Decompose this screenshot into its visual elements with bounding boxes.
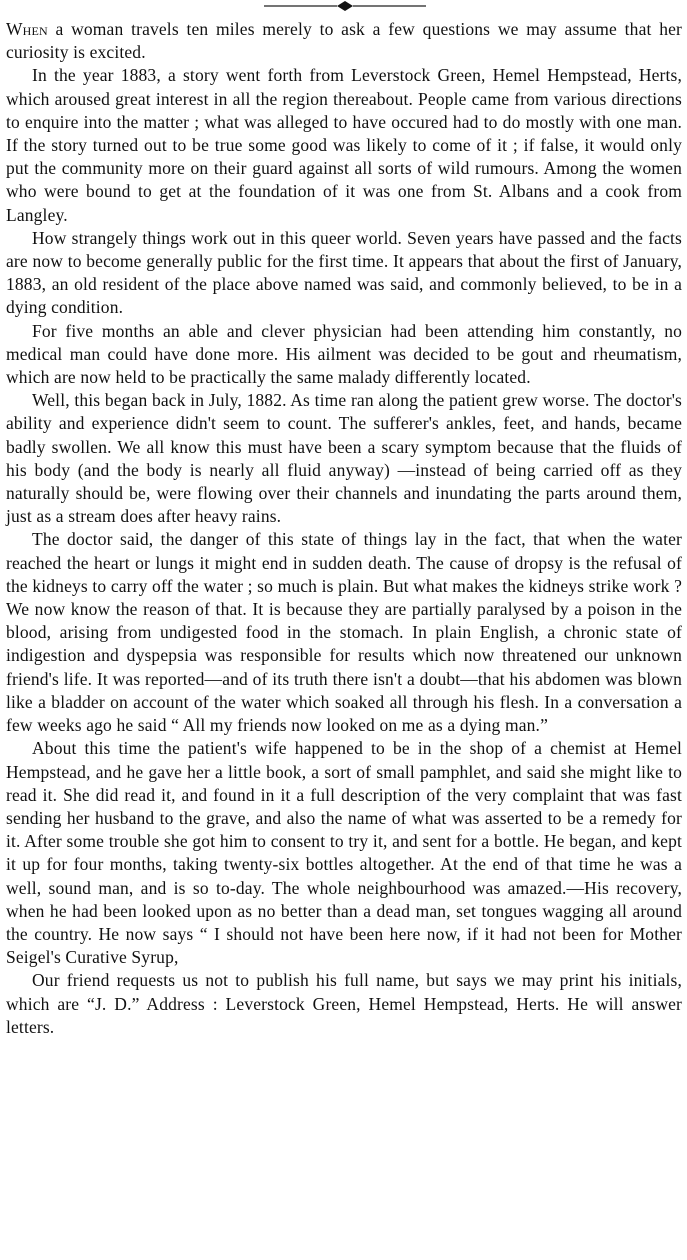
- article-paragraph: How strangely things work out in this queer world. Seven years have passed and the facts are now to become generally public for the first time. It appears that about the first of January, 1883, an old resident of the place above named was said, and commonly believed, to be in a dying condition.: [6, 227, 682, 318]
- article-paragraph: Well, this began back in July, 1882. As time ran along the patient grew worse. The doctor's ability and experience didn't seem to count. The sufferer's ankles, feet, and hands, became badly swollen. We all know this must have been a scary symptom because that the fluids of his body (and the body is nearly all fluid anyway) —instead of being carried off as they naturally should be, were flowing over their channels and inundating the parts around them, just as a stream does after heavy rains.: [6, 390, 682, 527]
- article-paragraph: The doctor said, the danger of this state of things lay in the fact, that when the water reached the heart or lungs it might end in sudden death. The cause of dropsy is the refusal of the kidneys to carry off the water ; so much is plain. But what makes the kidneys strike work ? We now know the reason of that. It is because they are partially paralysed by a poison in the blood, arising from undigested food in the stomach. In plain English, a chronic state of indigestion and dyspepsia was responsible for results which now threatened our unknown friend's life. It was reported—and of its truth there isn't a doubt—that his abdomen was blown like a bladder on account of the water which soaked all through his flesh. In a conversation a few weeks ago he said “ All my friends now looked on me as a dying man.”: [6, 529, 682, 736]
- article-paragraph: About this time the patient's wife happened to be in the shop of a chemist at Hemel Hempstead, and he gave her a little book, a sort of small pamphlet, and said she might like to read it. She did read it, and found in it a full description of the very complaint that was fast sending her husband to the grave, and also the name of what was asserted to be a remedy for it. After some trouble she got him to consent to try it, and sent for a bottle. He began, and kept it up for four months, taking twenty-six bottles altogether. At the end of that time he was a well, sound man, and is so to-day. The whole neighbourhood was amazed.—His recovery, when he had been looked upon as no better than a dead man, set tongues wagging all around the country. He now says “ I should not have been here now, if it had not been for Mother Seigel's Curative Syrup,: [6, 738, 682, 968]
- article-paragraph: For five months an able and clever physician had been attending him constantly, no medical man could have done more. His ailment was decided to be gout and rheumatism, which are now held to be practically the same malady differently located.: [6, 320, 682, 388]
- column-divider-ornament: [6, 0, 682, 16]
- newspaper-column: [6, 0, 682, 1260]
- article-paragraph: [6, 18, 682, 64]
- article-paragraph: In the year 1883, a story went forth from Leverstock Green, Hemel Hempstead, Herts, which aroused great interest in all the region thereabout. People came from various directions to enquire into the matter ; what was alleged to have occured had to do mostly with one man. If the story turned out to be true some good was likely to come of it ; if false, it would only put the community more on their guard against all sorts of wild rumours. Among the women who were bound to get at the foundation of it was one from St. Albans and a cook from Langley.: [6, 65, 682, 225]
- paragraph-text: a woman travels ten miles merely to ask a few questions we may assume that her curiosity is excited.: [6, 19, 682, 63]
- article-body: [6, 18, 682, 1039]
- opening-word: When: [6, 19, 48, 39]
- article-paragraph: Our friend requests us not to publish his full name, but says we may print his initials, which are “J. D.” Address : Leverstock Green, Hemel Hempstead, Herts. He will answer letters.: [6, 970, 682, 1037]
